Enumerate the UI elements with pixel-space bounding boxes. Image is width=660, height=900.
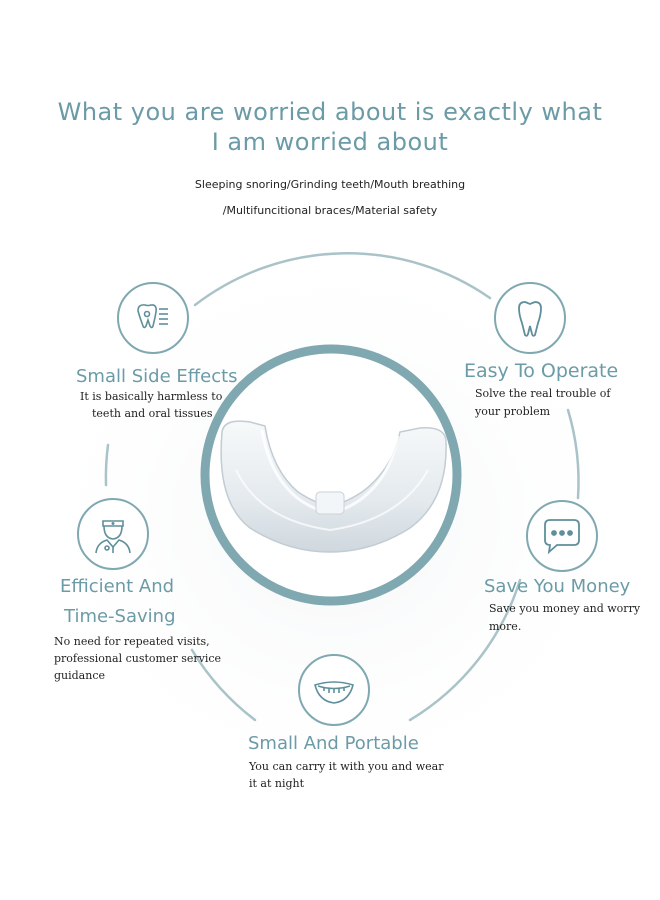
easy-title: Easy To Operate <box>464 360 619 382</box>
money-title: Save You Money <box>484 576 631 597</box>
chat-bubble-icon <box>537 511 587 561</box>
efficient-desc-line-3: guidance <box>54 669 105 682</box>
efficient-title-line-1: Efficient And <box>60 576 175 597</box>
doctor-icon <box>88 509 138 559</box>
portable-desc-line-1: You can carry it with you and wear <box>249 760 444 773</box>
portable-title: Small And Portable <box>248 733 419 754</box>
subtitle-line-1: Sleeping snoring/Grinding teeth/Mouth breathing <box>194 178 466 191</box>
money-desc-line-2: more. <box>489 620 522 633</box>
tooth-icon <box>505 293 555 343</box>
headline-line-1: What you are worried about is exactly what <box>57 98 603 126</box>
tooth-xray-icon <box>128 293 178 343</box>
smile-icon <box>309 665 359 715</box>
efficient-title-line-2: Time-Saving <box>64 606 176 627</box>
money-desc-line-1: Save you money and worry <box>489 602 641 615</box>
efficient-desc-line-1: No need for repeated visits, <box>54 635 210 648</box>
side-effects-desc-line-2: teeth and oral tissues <box>92 407 213 420</box>
easy-desc-line-2: your problem <box>475 405 551 418</box>
subtitle-line-2: /Multifuncitional braces/Material safety <box>222 204 438 217</box>
efficient-desc-line-2: professional customer service <box>54 652 222 665</box>
portable-desc-line-2: it at night <box>249 777 305 790</box>
side-effects-title: Small Side Effects <box>76 366 238 387</box>
side-effects-desc-line-1: It is basically harmless to <box>80 390 223 403</box>
headline-line-2: I am worried about <box>211 128 449 156</box>
easy-desc-line-1: Solve the real trouble of <box>475 387 611 400</box>
